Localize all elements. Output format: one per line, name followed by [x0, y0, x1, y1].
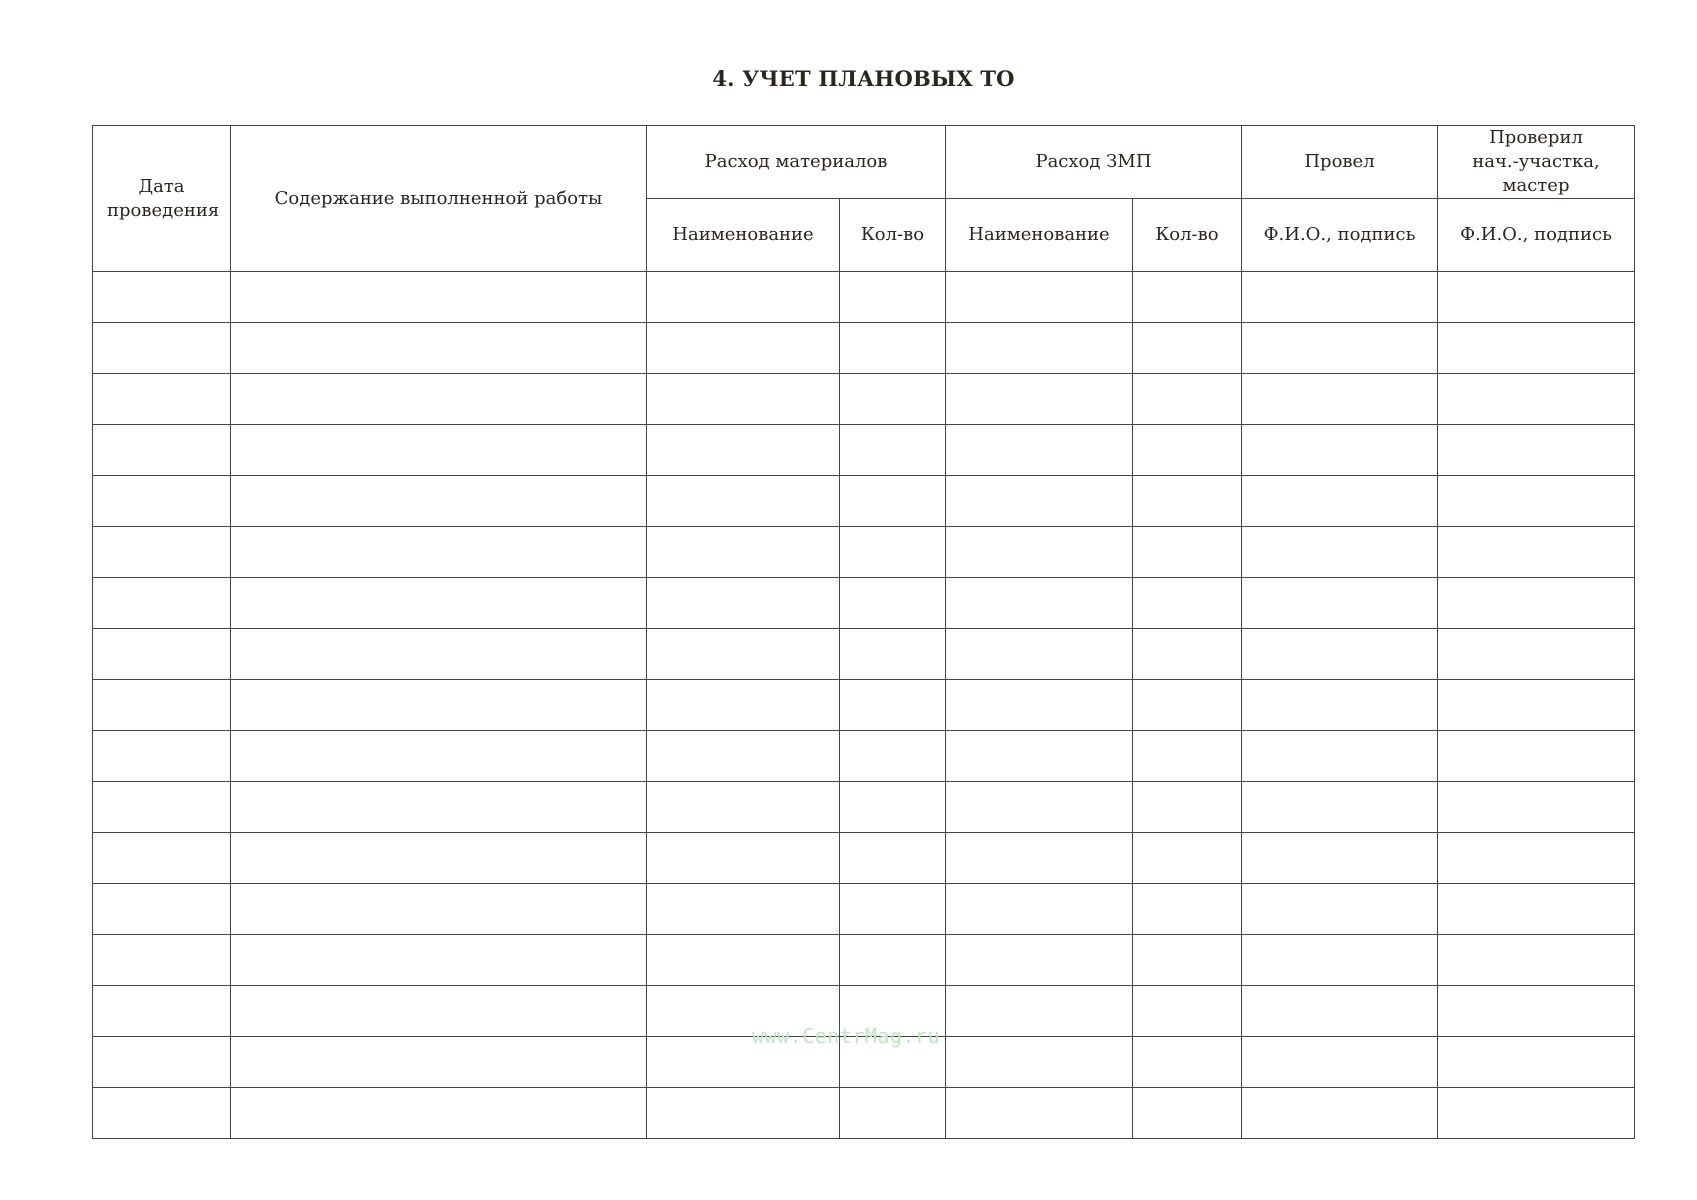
cell-zmp-qty[interactable]	[1133, 629, 1242, 680]
cell-zmp-qty[interactable]	[1133, 1088, 1242, 1139]
cell-work[interactable]	[231, 935, 647, 986]
cell-checked[interactable]	[1438, 323, 1635, 374]
cell-zmp-name[interactable]	[946, 578, 1133, 629]
cell-zmp-name[interactable]	[946, 629, 1133, 680]
cell-work[interactable]	[231, 476, 647, 527]
cell-zmp-qty[interactable]	[1133, 578, 1242, 629]
cell-work[interactable]	[231, 1037, 647, 1088]
cell-performed[interactable]	[1242, 731, 1438, 782]
cell-performed[interactable]	[1242, 1088, 1438, 1139]
cell-work[interactable]	[231, 527, 647, 578]
cell-checked[interactable]	[1438, 680, 1635, 731]
cell-work[interactable]	[231, 374, 647, 425]
header-materials-qty: Кол-во	[840, 199, 946, 272]
cell-zmp-qty[interactable]	[1133, 986, 1242, 1037]
cell-zmp-name[interactable]	[946, 476, 1133, 527]
header-checked-line1: Проверил	[1489, 127, 1583, 148]
cell-zmp-name[interactable]	[946, 782, 1133, 833]
header-checked-line2: нач.-участка, мастер	[1472, 151, 1600, 196]
header-performed-label: Провел	[1304, 151, 1375, 172]
cell-performed[interactable]	[1242, 884, 1438, 935]
table-row	[93, 1088, 1635, 1139]
cell-materials-name[interactable]	[647, 884, 840, 935]
cell-work[interactable]	[231, 833, 647, 884]
cell-work[interactable]	[231, 782, 647, 833]
cell-date[interactable]	[93, 731, 231, 782]
cell-date[interactable]	[93, 935, 231, 986]
cell-zmp-name[interactable]	[946, 833, 1133, 884]
cell-zmp-qty[interactable]	[1133, 425, 1242, 476]
header-materials-label: Расход материалов	[704, 151, 888, 172]
cell-zmp-name[interactable]	[946, 731, 1133, 782]
cell-performed[interactable]	[1242, 629, 1438, 680]
cell-materials-name[interactable]	[647, 782, 840, 833]
cell-materials-name[interactable]	[647, 1088, 840, 1139]
table-row	[93, 935, 1635, 986]
cell-performed[interactable]	[1242, 425, 1438, 476]
cell-materials-qty[interactable]	[840, 935, 946, 986]
cell-zmp-name[interactable]	[946, 527, 1133, 578]
table-row	[93, 476, 1635, 527]
cell-zmp-qty[interactable]	[1133, 476, 1242, 527]
watermark-text: www.CentrMag.ru	[752, 1024, 941, 1048]
cell-zmp-qty[interactable]	[1133, 731, 1242, 782]
header-work-content	[231, 126, 647, 272]
maintenance-log-table	[92, 125, 1635, 1139]
cell-materials-qty[interactable]	[840, 629, 946, 680]
cell-date[interactable]	[93, 833, 231, 884]
cell-materials-name[interactable]	[647, 629, 840, 680]
cell-materials-name[interactable]	[647, 833, 840, 884]
cell-zmp-qty[interactable]	[1133, 1037, 1242, 1088]
table-row	[93, 527, 1635, 578]
cell-date[interactable]	[93, 578, 231, 629]
cell-zmp-qty[interactable]	[1133, 884, 1242, 935]
cell-materials-qty[interactable]	[840, 323, 946, 374]
header-date	[93, 126, 231, 272]
table-row	[93, 629, 1635, 680]
cell-checked[interactable]	[1438, 1037, 1635, 1088]
table-row	[93, 323, 1635, 374]
cell-materials-name[interactable]	[647, 731, 840, 782]
cell-date[interactable]	[93, 680, 231, 731]
cell-date[interactable]	[93, 527, 231, 578]
cell-date[interactable]	[93, 374, 231, 425]
table-row	[93, 884, 1635, 935]
cell-zmp-name[interactable]	[946, 986, 1133, 1037]
cell-checked[interactable]	[1438, 527, 1635, 578]
cell-materials-qty[interactable]	[840, 476, 946, 527]
cell-materials-name[interactable]	[647, 527, 840, 578]
cell-materials-name[interactable]	[647, 476, 840, 527]
header-row-top	[93, 126, 1635, 199]
cell-performed[interactable]	[1242, 833, 1438, 884]
cell-work[interactable]	[231, 884, 647, 935]
table-row	[93, 578, 1635, 629]
cell-date[interactable]	[93, 1037, 231, 1088]
cell-zmp-name[interactable]	[946, 425, 1133, 476]
cell-zmp-name[interactable]	[946, 680, 1133, 731]
cell-zmp-name[interactable]	[946, 323, 1133, 374]
cell-zmp-name[interactable]	[946, 935, 1133, 986]
cell-checked[interactable]	[1438, 476, 1635, 527]
cell-materials-qty[interactable]	[840, 884, 946, 935]
cell-materials-name[interactable]	[647, 935, 840, 986]
cell-materials-qty[interactable]	[840, 578, 946, 629]
cell-performed[interactable]	[1242, 986, 1438, 1037]
cell-zmp-qty[interactable]	[1133, 323, 1242, 374]
cell-zmp-name[interactable]	[946, 1037, 1133, 1088]
cell-zmp-qty[interactable]	[1133, 782, 1242, 833]
cell-zmp-name[interactable]	[946, 272, 1133, 323]
cell-performed[interactable]	[1242, 272, 1438, 323]
cell-checked[interactable]	[1438, 629, 1635, 680]
cell-checked[interactable]	[1438, 1088, 1635, 1139]
cell-work[interactable]	[231, 680, 647, 731]
table-row	[93, 680, 1635, 731]
cell-work[interactable]	[231, 323, 647, 374]
header-date-label: Дата проведения	[107, 175, 220, 221]
header-zmp-name: Наименование	[946, 199, 1133, 272]
cell-materials-qty[interactable]	[840, 272, 946, 323]
cell-materials-qty[interactable]	[840, 680, 946, 731]
cell-performed[interactable]	[1242, 323, 1438, 374]
cell-checked[interactable]	[1438, 884, 1635, 935]
cell-date[interactable]	[93, 272, 231, 323]
header-checked-sign: Ф.И.О., подпись	[1438, 199, 1635, 272]
header-checked	[1438, 126, 1635, 199]
cell-zmp-qty[interactable]	[1133, 935, 1242, 986]
cell-date[interactable]	[93, 629, 231, 680]
cell-performed[interactable]	[1242, 527, 1438, 578]
cell-work[interactable]	[231, 731, 647, 782]
cell-zmp-name[interactable]	[946, 884, 1133, 935]
cell-materials-qty[interactable]	[840, 425, 946, 476]
cell-materials-qty[interactable]	[840, 731, 946, 782]
cell-zmp-name[interactable]	[946, 374, 1133, 425]
cell-materials-qty[interactable]	[840, 527, 946, 578]
header-materials-name: Наименование	[647, 199, 840, 272]
header-performed	[1242, 126, 1438, 199]
cell-materials-name[interactable]	[647, 272, 840, 323]
header-work-content-label: Содержание выполненной работы	[274, 187, 603, 209]
cell-performed[interactable]	[1242, 476, 1438, 527]
cell-work[interactable]	[231, 425, 647, 476]
cell-materials-name[interactable]	[647, 578, 840, 629]
table-row	[93, 272, 1635, 323]
cell-work[interactable]	[231, 629, 647, 680]
table-row	[93, 833, 1635, 884]
cell-performed[interactable]	[1242, 374, 1438, 425]
header-performed-sign: Ф.И.О., подпись	[1242, 199, 1438, 272]
cell-checked[interactable]	[1438, 782, 1635, 833]
header-zmp	[946, 126, 1242, 199]
table-row	[93, 374, 1635, 425]
cell-zmp-qty[interactable]	[1133, 680, 1242, 731]
cell-performed[interactable]	[1242, 935, 1438, 986]
cell-performed[interactable]	[1242, 782, 1438, 833]
cell-work[interactable]	[231, 272, 647, 323]
table-row	[93, 425, 1635, 476]
cell-date[interactable]	[93, 986, 231, 1037]
cell-checked[interactable]	[1438, 272, 1635, 323]
cell-checked[interactable]	[1438, 425, 1635, 476]
cell-performed[interactable]	[1242, 578, 1438, 629]
cell-checked[interactable]	[1438, 935, 1635, 986]
cell-checked[interactable]	[1438, 578, 1635, 629]
cell-work[interactable]	[231, 578, 647, 629]
cell-materials-name[interactable]	[647, 680, 840, 731]
table-body	[93, 272, 1635, 1139]
cell-materials-qty[interactable]	[840, 374, 946, 425]
header-zmp-label: Расход ЗМП	[1035, 151, 1152, 172]
page-title: 4. УЧЕТ ПЛАНОВЫХ ТО	[712, 66, 1015, 91]
table-row	[93, 782, 1635, 833]
cell-checked[interactable]	[1438, 833, 1635, 884]
cell-zmp-qty[interactable]	[1133, 527, 1242, 578]
cell-checked[interactable]	[1438, 986, 1635, 1037]
cell-zmp-qty[interactable]	[1133, 833, 1242, 884]
cell-zmp-qty[interactable]	[1133, 374, 1242, 425]
header-zmp-qty: Кол-во	[1133, 199, 1242, 272]
cell-materials-qty[interactable]	[840, 833, 946, 884]
cell-performed[interactable]	[1242, 680, 1438, 731]
cell-date[interactable]	[93, 1088, 231, 1139]
cell-materials-qty[interactable]	[840, 1088, 946, 1139]
table-row	[93, 731, 1635, 782]
cell-checked[interactable]	[1438, 374, 1635, 425]
cell-work[interactable]	[231, 1088, 647, 1139]
cell-materials-qty[interactable]	[840, 782, 946, 833]
cell-materials-name[interactable]	[647, 425, 840, 476]
cell-materials-name[interactable]	[647, 323, 840, 374]
cell-date[interactable]	[93, 476, 231, 527]
cell-date[interactable]	[93, 323, 231, 374]
cell-performed[interactable]	[1242, 1037, 1438, 1088]
cell-checked[interactable]	[1438, 731, 1635, 782]
cell-date[interactable]	[93, 884, 231, 935]
cell-date[interactable]	[93, 782, 231, 833]
cell-work[interactable]	[231, 986, 647, 1037]
header-materials	[647, 126, 946, 199]
cell-materials-name[interactable]	[647, 374, 840, 425]
cell-zmp-name[interactable]	[946, 1088, 1133, 1139]
cell-zmp-qty[interactable]	[1133, 272, 1242, 323]
cell-date[interactable]	[93, 425, 231, 476]
